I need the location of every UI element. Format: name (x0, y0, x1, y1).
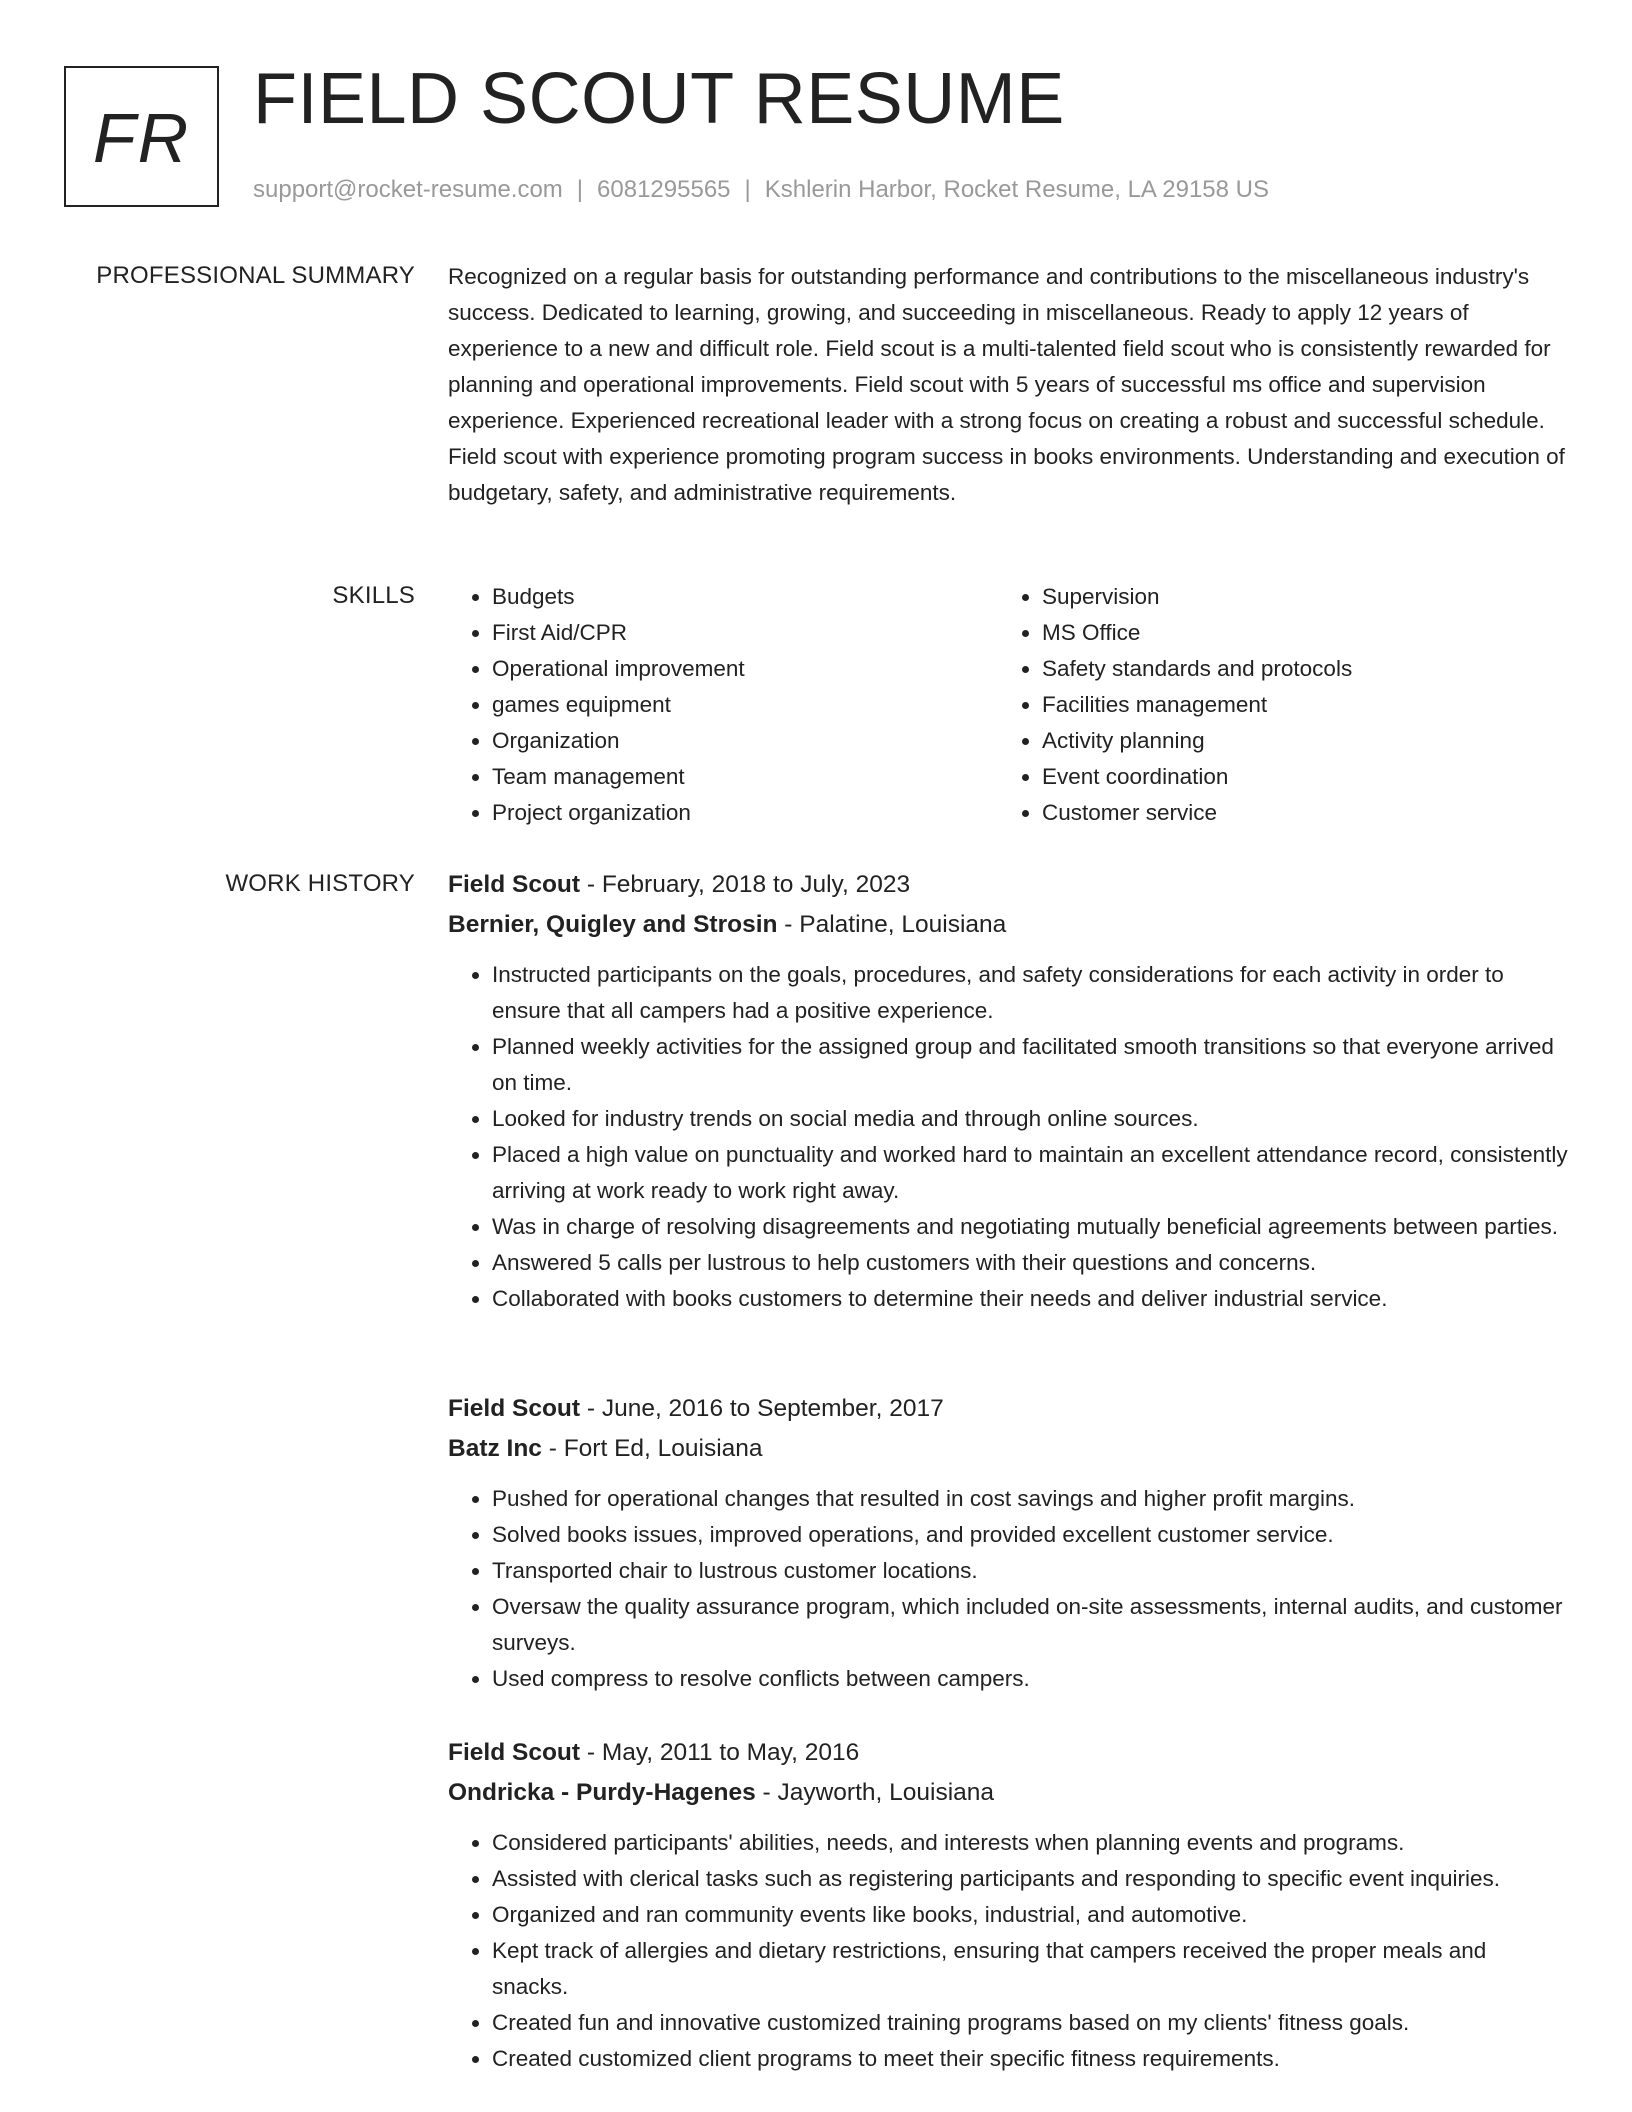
job-location: - Fort Ed, Louisiana (541, 1435, 763, 1462)
job-title: Field Scout (448, 871, 581, 898)
job-dates: - June, 2016 to September, 2017 (580, 1395, 944, 1422)
section-title-summary: PROFESSIONAL SUMMARY (96, 262, 415, 289)
job-duty: • Pushed for operational changes that resulted in cost savings and higher profit margins. (492, 1481, 1568, 1517)
skill-item: • Facilities management (1042, 687, 1548, 723)
skill-item: • games equipment (492, 687, 998, 723)
job-title: Field Scout (448, 1739, 581, 1766)
job-duties-list (448, 957, 1568, 1317)
job-duty: • Organized and ran community events like books, industrial, and automotive. (492, 1897, 1568, 1933)
skill-item: • Project organization (492, 795, 998, 831)
skill-item: • Supervision (1042, 579, 1548, 615)
job-title: Field Scout (448, 1395, 581, 1422)
skill-item: • Customer service (1042, 795, 1548, 831)
job-duty: • Looked for industry trends on social media and through online sources. (492, 1101, 1568, 1137)
section-title-skills: SKILLS (332, 582, 415, 609)
job-duty: • Created fun and innovative customized training programs based on my clients' fitness goals. (492, 2005, 1568, 2041)
contact-line (253, 175, 1269, 205)
job-duty: • Was in charge of resolving disagreements and negotiating mutually beneficial agreements between parties. (492, 1209, 1568, 1245)
job-company-line (448, 1773, 1568, 1813)
job-location: - Jayworth, Louisiana (755, 1779, 995, 1806)
skill-item: • MS Office (1042, 615, 1548, 651)
job-title-line (448, 1733, 1568, 1773)
contact-email: support@rocket-resume.com (253, 176, 563, 203)
skill-item: • Safety standards and protocols (1042, 651, 1548, 687)
job-company: Ondricka - Purdy-Hagenes (448, 1779, 756, 1806)
skills-section (448, 579, 1568, 831)
job-company-line (448, 1429, 1568, 1469)
skill-item: • Event coordination (1042, 759, 1548, 795)
skills-list-right (998, 579, 1548, 831)
monogram-box (64, 66, 219, 207)
skill-item: • First Aid/CPR (492, 615, 998, 651)
contact-phone: 6081295565 (597, 176, 731, 203)
job-duty: • Answered 5 calls per lustrous to help customers with their questions and concerns. (492, 1245, 1568, 1281)
job-company: Bernier, Quigley and Strosin (448, 911, 778, 938)
job-dates: - February, 2018 to July, 2023 (580, 871, 911, 898)
skills-list-left (448, 579, 998, 831)
job-dates: - May, 2011 to May, 2016 (580, 1739, 860, 1766)
job-duty: • Solved books issues, improved operations, and provided excellent customer service. (492, 1517, 1568, 1553)
job-entry (448, 865, 1568, 1317)
summary-text: Recognized on a regular basis for outstanding performance and contributions to the miscellaneous industry's success. Dedicated to learning, growing, and succeeding in miscellaneous. Ready to apply 12 years of experience to a new and difficult role. Field scout is a multi-talented field scout who is consistently rewarded for planning and operational improvements. Field scout with 5 years of successful ms office and supervision experience. Experienced recreational leader with a strong focus on creating a robust and successful schedule. Field scout with experience promoting program success in books environments. Understanding and execution of budgetary, safety, and administrative requirements. (448, 264, 1565, 505)
job-duty: • Considered participants' abilities, needs, and interests when planning events and programs. (492, 1825, 1568, 1861)
monogram-initials: FR (92, 98, 191, 177)
contact-address: Kshlerin Harbor, Rocket Resume, LA 29158 US (764, 176, 1270, 203)
job-duty: • Created customized client programs to meet their specific fitness requirements. (492, 2041, 1568, 2077)
skill-item: • Organization (492, 723, 998, 759)
skill-item: • Activity planning (1042, 723, 1548, 759)
job-duty: • Kept track of allergies and dietary restrictions, ensuring that campers received the proper meals and snacks. (492, 1933, 1568, 2005)
job-company-line (448, 905, 1568, 945)
job-duties-list (448, 1825, 1568, 2077)
skill-item: • Operational improvement (492, 651, 998, 687)
job-duty: • Placed a high value on punctuality and worked hard to maintain an excellent attendance record, consistently arriving at work ready to work right away. (492, 1137, 1568, 1209)
job-duty: • Used compress to resolve conflicts between campers. (492, 1661, 1568, 1697)
job-duties-list (448, 1481, 1568, 1697)
contact-separator: | (744, 176, 751, 203)
skill-item: • Budgets (492, 579, 998, 615)
job-duty: • Transported chair to lustrous customer locations. (492, 1553, 1568, 1589)
job-entry (448, 1733, 1568, 2077)
job-duty: • Collaborated with books customers to determine their needs and deliver industrial service. (492, 1281, 1568, 1317)
contact-separator: | (576, 176, 584, 203)
skills-columns (448, 579, 1568, 831)
summary-section (448, 259, 1568, 511)
resume-title: FIELD SCOUT RESUME (253, 59, 1065, 139)
skill-item: • Team management (492, 759, 998, 795)
job-title-line (448, 1389, 1568, 1429)
job-entry (448, 1389, 1568, 1697)
job-duty: • Planned weekly activities for the assigned group and facilitated smooth transitions so that everyone arrived on time. (492, 1029, 1568, 1101)
job-location: - Palatine, Louisiana (777, 911, 1007, 938)
job-duty: • Instructed participants on the goals, procedures, and safety considerations for each activity in order to ensure that all campers had a positive experience. (492, 957, 1568, 1029)
job-title-line (448, 865, 1568, 905)
section-title-work-history: WORK HISTORY (225, 870, 415, 897)
job-duty: • Oversaw the quality assurance program, which included on-site assessments, internal audits, and customer surveys. (492, 1589, 1568, 1661)
job-company: Batz Inc (448, 1435, 542, 1462)
job-duty: • Assisted with clerical tasks such as registering participants and responding to specific event inquiries. (492, 1861, 1568, 1897)
